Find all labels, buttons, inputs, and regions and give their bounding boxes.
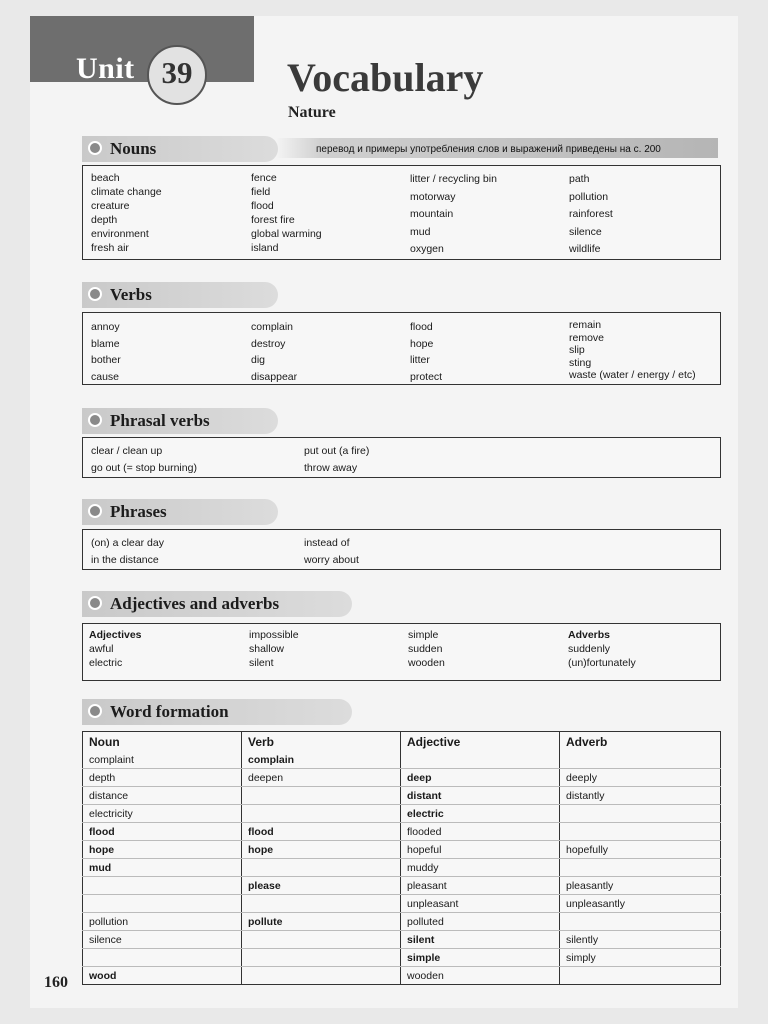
verbs-column <box>251 319 297 385</box>
word: in the distance <box>91 554 159 566</box>
section-title: Phrases <box>110 502 167 521</box>
table-cell <box>242 895 401 913</box>
column-header: Noun <box>83 732 242 752</box>
section-title: Phrasal verbs <box>110 411 210 430</box>
word: silent <box>249 657 274 669</box>
table-cell: simple <box>401 949 560 967</box>
word: path <box>569 173 590 185</box>
word: go out (= stop burning) <box>91 462 197 474</box>
adverbs-heading: Adverbs <box>568 629 611 641</box>
word: (on) a clear day <box>91 537 164 549</box>
table-header-row <box>83 732 721 752</box>
section-title: Nouns <box>110 139 157 158</box>
word: rainforest <box>569 208 613 220</box>
word: clear / clean up <box>91 445 163 457</box>
table-cell: flood <box>83 823 242 841</box>
word: disappear <box>251 370 298 383</box>
word: field <box>251 186 271 198</box>
phrasal-verbs-box <box>82 437 721 478</box>
nouns-column <box>251 171 322 255</box>
table-cell: please <box>242 877 401 895</box>
bullet-icon <box>88 704 102 718</box>
word: bother <box>91 354 121 366</box>
word: destroy <box>251 337 286 350</box>
table-cell <box>560 805 721 823</box>
table-cell: deeply <box>560 769 721 787</box>
table-row <box>83 841 721 859</box>
table-cell <box>83 949 242 967</box>
word: remove <box>569 331 605 344</box>
word: flood <box>410 321 433 333</box>
section-header-verbs <box>82 282 278 308</box>
table-row <box>83 769 721 787</box>
bullet-icon <box>88 141 102 155</box>
table-cell <box>242 967 401 985</box>
table-cell <box>401 751 560 769</box>
word: instead of <box>304 537 350 549</box>
word: mountain <box>410 208 454 220</box>
table-cell <box>83 877 242 895</box>
table-cell: hope <box>242 841 401 859</box>
table-row <box>83 895 721 913</box>
table-row <box>83 823 721 841</box>
word: waste (water / energy / etc) <box>569 369 696 381</box>
adjectives-column <box>89 628 142 670</box>
word: awful <box>89 643 114 655</box>
word: slip <box>569 344 585 356</box>
table-cell <box>242 787 401 805</box>
word: throw away <box>304 462 358 474</box>
column-header: Adverb <box>560 732 721 752</box>
phrasal-verbs-column <box>91 443 197 477</box>
word: island <box>251 242 279 254</box>
word: global warming <box>251 228 322 240</box>
word: sting <box>569 356 592 369</box>
word: shallow <box>249 643 285 655</box>
verbs-box <box>82 312 721 385</box>
word: forest fire <box>251 214 295 226</box>
word: wildlife <box>569 243 601 255</box>
word: environment <box>91 228 149 240</box>
table-row <box>83 751 721 769</box>
unit-banner <box>30 16 254 82</box>
word: wooden <box>408 657 445 669</box>
word: sudden <box>408 643 443 655</box>
word: motorway <box>410 190 456 203</box>
word: fresh air <box>91 242 129 254</box>
table-cell: unpleasant <box>401 895 560 913</box>
table-cell: electric <box>401 805 560 823</box>
unit-number-badge <box>147 45 207 105</box>
table-cell: mud <box>83 859 242 877</box>
word: suddenly <box>568 643 611 655</box>
table-cell: hopefully <box>560 841 721 859</box>
word: litter / recycling bin <box>410 173 497 185</box>
word: worry about <box>304 554 359 566</box>
table-cell: pollution <box>83 913 242 931</box>
verbs-column <box>410 319 442 385</box>
word: mud <box>410 225 431 238</box>
table-cell <box>242 931 401 949</box>
word: depth <box>91 214 118 226</box>
table-row <box>83 805 721 823</box>
table-cell: flooded <box>401 823 560 841</box>
word: complain <box>251 321 294 333</box>
phrases-box <box>82 529 721 570</box>
table-cell <box>560 823 721 841</box>
table-cell: flood <box>242 823 401 841</box>
table-cell: electricity <box>83 805 242 823</box>
table-cell: hope <box>83 841 242 859</box>
unit-label: Unit <box>76 52 135 85</box>
translation-note: перевод и примеры употребления слов и выражений приведены на с. 200 <box>316 144 661 155</box>
table-cell: complaint <box>83 751 242 769</box>
section-header-nouns <box>82 136 278 162</box>
nouns-column <box>410 171 497 259</box>
word: hope <box>410 337 434 350</box>
table-cell <box>560 913 721 931</box>
section-header-phrases <box>82 499 278 525</box>
table-row <box>83 931 721 949</box>
table-cell: silent <box>401 931 560 949</box>
word: creature <box>91 200 130 212</box>
bullet-icon <box>88 287 102 301</box>
table-cell: muddy <box>401 859 560 877</box>
section-title: Verbs <box>110 285 152 304</box>
word: annoy <box>91 321 120 333</box>
table-cell <box>560 859 721 877</box>
section-header-word-formation <box>82 699 352 725</box>
table-cell: silently <box>560 931 721 949</box>
adjectives-column <box>249 628 299 670</box>
word: simple <box>408 629 439 641</box>
adjectives-adverbs-box <box>82 623 721 681</box>
table-cell <box>560 751 721 769</box>
word: dig <box>251 354 266 366</box>
word: pollution <box>569 190 609 203</box>
table-cell <box>242 949 401 967</box>
table-cell: wood <box>83 967 242 985</box>
nouns-box <box>82 165 721 260</box>
section-title: Word formation <box>110 702 229 721</box>
word: beach <box>91 172 120 184</box>
word: remain <box>569 319 602 331</box>
table-cell: pleasantly <box>560 877 721 895</box>
section-header-phrasal-verbs <box>82 408 278 434</box>
word: protect <box>410 370 443 383</box>
column-header: Verb <box>242 732 401 752</box>
adverbs-column <box>568 628 636 670</box>
nouns-column <box>569 171 613 259</box>
table-cell: unpleasantly <box>560 895 721 913</box>
word: blame <box>91 337 120 350</box>
table-cell: pleasant <box>401 877 560 895</box>
table-row <box>83 787 721 805</box>
table-cell: simply <box>560 949 721 967</box>
section-header-adjectives-adverbs <box>82 591 352 617</box>
table-cell: distantly <box>560 787 721 805</box>
bullet-icon <box>88 504 102 518</box>
page-number: 160 <box>44 974 68 991</box>
table-row <box>83 913 721 931</box>
page-subtitle: Nature <box>288 104 336 121</box>
table-row <box>83 859 721 877</box>
table-cell <box>560 967 721 985</box>
word: (un)fortunately <box>568 657 636 669</box>
table-row <box>83 877 721 895</box>
word: climate change <box>91 186 162 198</box>
table-cell: complain <box>242 751 401 769</box>
table-row <box>83 949 721 967</box>
table-cell: distance <box>83 787 242 805</box>
word-formation-table <box>82 731 721 985</box>
word: impossible <box>249 629 299 641</box>
word: flood <box>251 200 274 212</box>
word: litter <box>410 354 430 366</box>
bullet-icon <box>88 596 102 610</box>
table-cell <box>242 859 401 877</box>
table-cell: wooden <box>401 967 560 985</box>
table-cell: pollute <box>242 913 401 931</box>
table-cell: silence <box>83 931 242 949</box>
table-cell <box>242 805 401 823</box>
word: oxygen <box>410 243 444 255</box>
nouns-column <box>91 171 162 255</box>
table-cell: deep <box>401 769 560 787</box>
word: electric <box>89 657 123 669</box>
phrases-column <box>91 535 164 569</box>
word: fence <box>251 172 277 184</box>
adjectives-column <box>408 628 445 670</box>
phrases-column <box>304 535 359 569</box>
page-title: Vocabulary <box>287 55 484 100</box>
table-cell: hopeful <box>401 841 560 859</box>
adjectives-heading: Adjectives <box>89 629 142 641</box>
table-cell: distant <box>401 787 560 805</box>
verbs-column <box>569 319 696 382</box>
table-row <box>83 967 721 985</box>
word: cause <box>91 370 120 383</box>
table-cell <box>83 895 242 913</box>
unit-number: 39 <box>161 55 193 90</box>
bullet-icon <box>88 413 102 427</box>
word: silence <box>569 225 602 238</box>
section-title: Adjectives and adverbs <box>110 594 280 613</box>
word: put out (a fire) <box>304 445 370 457</box>
verbs-column <box>91 319 121 385</box>
table-cell: depth <box>83 769 242 787</box>
column-header: Adjective <box>401 732 560 752</box>
table-cell: polluted <box>401 913 560 931</box>
phrasal-verbs-column <box>304 443 369 477</box>
table-cell: deepen <box>242 769 401 787</box>
